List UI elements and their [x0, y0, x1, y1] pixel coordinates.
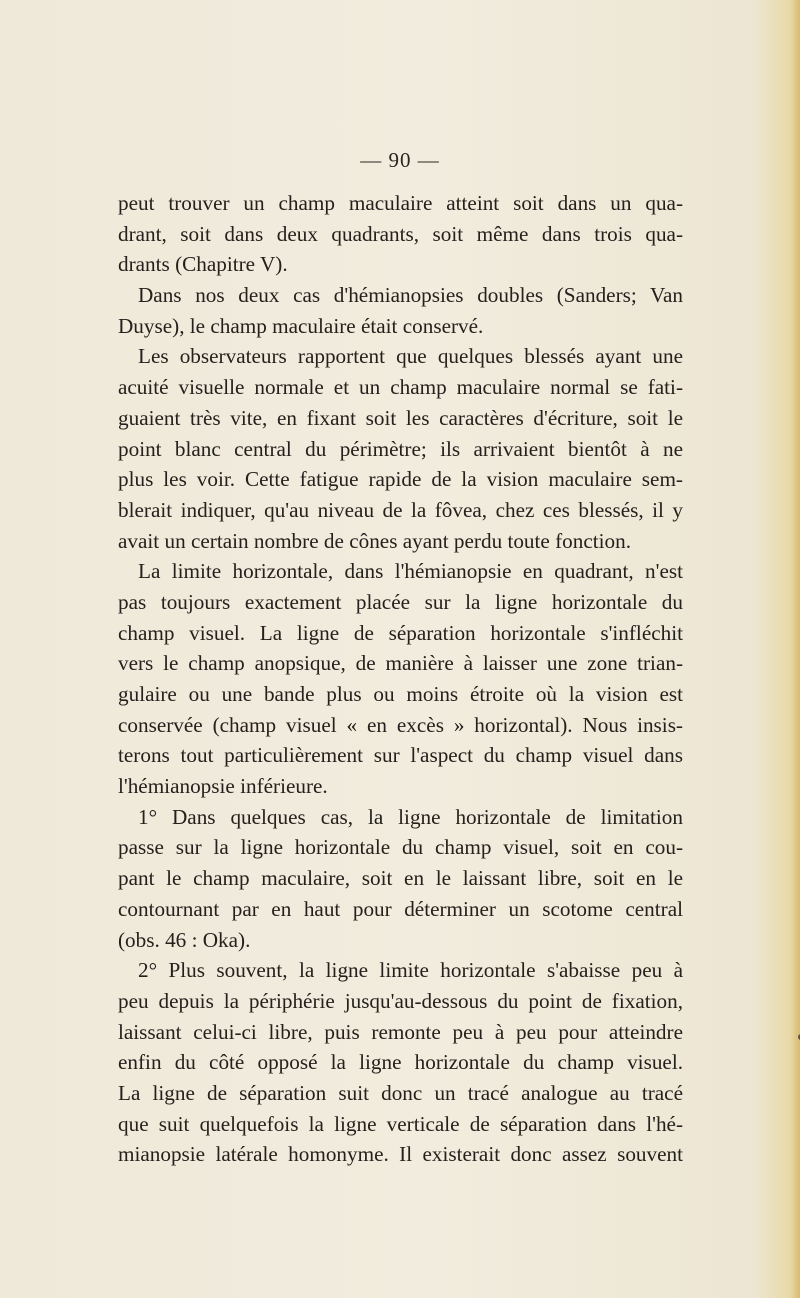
text-line: (obs. 46 : Oka).: [118, 927, 251, 952]
text-line: La limite horizontale, dans l'hémianopsie en quadrant, n'est: [138, 559, 683, 584]
text-line: Duyse), le champ maculaire était conservé.: [118, 313, 484, 338]
text-line: contournant par en haut pour déterminer un scotome central: [118, 896, 683, 921]
text-line: terons tout particulièrement sur l'aspect du champ visuel dans: [118, 743, 683, 768]
text-line: La ligne de séparation suit donc un tracé analogue au tracé: [118, 1080, 683, 1105]
text-line: peu depuis la périphérie jusqu'au-dessous du point de fixation,: [118, 988, 683, 1013]
text-line: pas toujours exactement placée sur la ligne horizontale du: [118, 589, 683, 614]
text-line: enfin du côté opposé la ligne horizontale du champ visuel.: [118, 1050, 683, 1075]
text-line: que suit quelquefois la ligne verticale de séparation dans l'hé-: [118, 1111, 683, 1136]
text-line: vers le champ anopsique, de manière à laisser une zone trian-: [118, 651, 683, 676]
text-line: Les observateurs rapportent que quelques blessés ayant une: [138, 344, 683, 369]
text-line: peut trouver un champ maculaire atteint soit dans un qua-: [118, 191, 683, 215]
text-line: conservée (champ visuel « en excès » horizontal). Nous insis-: [118, 712, 683, 737]
text-line: mianopsie latérale homonyme. Il existerait donc assez souvent: [118, 1142, 683, 1167]
text-line: point blanc central du périmètre; ils arrivaient bientôt à ne: [118, 436, 683, 461]
text-line: pant le champ maculaire, soit en le laissant libre, soit en le: [118, 866, 683, 891]
text-line: acuité visuelle normale et un champ maculaire normal se fati-: [118, 375, 683, 400]
text-line: passe sur la ligne horizontale du champ visuel, soit en cou-: [118, 835, 683, 860]
text-line: gulaire ou une bande plus ou moins étroite où la vision est: [118, 682, 683, 706]
text-line: 1° Dans quelques cas, la ligne horizontale de limitation: [138, 804, 683, 829]
text-line: l'hémianopsie inférieure.: [118, 774, 328, 799]
text-line: laissant celui-ci libre, puis remonte peu à peu pour atteindre: [118, 1019, 683, 1044]
text-line: champ visuel. La ligne de séparation horizontale s'infléchit: [118, 620, 683, 645]
text-line: blerait indiquer, qu'au niveau de la fôvea, chez ces blessés, il y: [118, 497, 683, 522]
text-line: guaient très vite, en fixant soit les caractères d'écriture, soit le: [118, 405, 683, 430]
text-line: drant, soit dans deux quadrants, soit même dans trois qua-: [118, 221, 683, 246]
page-number: — 90 —: [360, 148, 440, 172]
text-line: 2° Plus souvent, la ligne limite horizontale s'abaisse peu à: [138, 958, 683, 983]
text-line: Dans nos deux cas d'hémianopsies doubles (Sanders; Van: [138, 283, 683, 308]
body-text: [118, 188, 683, 1170]
page-edge-shadow: [790, 0, 800, 1298]
text-line: plus les voir. Cette fatigue rapide de la vision maculaire sem-: [118, 467, 683, 492]
text-line: drants (Chapitre V).: [118, 252, 288, 277]
text-line: avait un certain nombre de cônes ayant perdu toute fonction.: [118, 528, 632, 553]
